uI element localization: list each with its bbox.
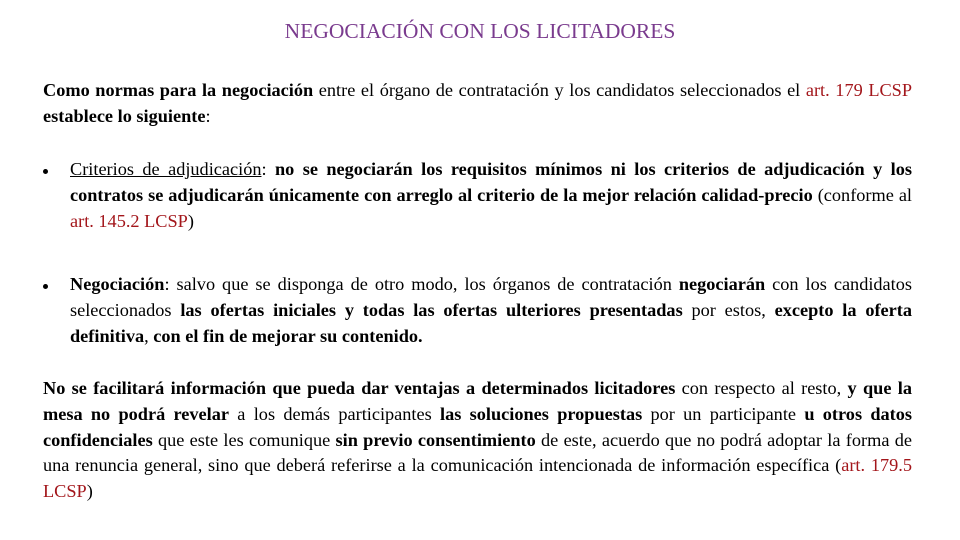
negotiation-bold-3: excepto la oferta definitiva bbox=[70, 299, 912, 346]
closing-text-6: ) bbox=[86, 481, 93, 502]
intro-law-reference: art. 179 LCSP bbox=[805, 80, 913, 100]
closing-law-reference: art. 179.5 LCSP bbox=[43, 455, 912, 502]
list-item-criteria-text bbox=[70, 157, 912, 234]
intro-bold-lead: Como normas para la negociación bbox=[43, 80, 314, 100]
closing-text-2: a los demás participantes bbox=[229, 403, 441, 424]
list-item-criteria bbox=[43, 157, 912, 234]
closing-bold-5: sin previo consentimiento bbox=[335, 429, 536, 450]
criteria-paren-close: ) bbox=[187, 210, 194, 231]
closing-text-5: de este, acuerdo que no podrá adoptar la forma de una renuncia general, sino que deberá referirse a la comunicación intencionada de información específica ( bbox=[43, 429, 912, 476]
intro-text: entre el órgano de contratación y los candidatos seleccionados el bbox=[313, 80, 806, 100]
negotiation-text-4: , bbox=[144, 325, 154, 346]
closing-bold-3: las soluciones propuestas bbox=[440, 403, 643, 424]
intro-bold-tail: establece lo siguiente bbox=[43, 105, 206, 126]
negotiation-text-3: por estos, bbox=[682, 299, 775, 320]
page-title: NEGOCIACIÓN CON LOS LICITADORES bbox=[284, 19, 676, 43]
list-item-negotiation bbox=[43, 272, 912, 349]
closing-bold-2: y que la mesa no podrá revelar bbox=[43, 378, 913, 424]
closing-text-3: por un participante bbox=[642, 403, 805, 424]
criteria-bold-text: no se negociarán los requisitos mínimos ni los criterios de adjudicación y los contratos se adjudicarán únicamente con arreglo al criterio de la mejor relación calidad-precio bbox=[70, 159, 913, 205]
closing-bold-4: u otros datos confidenciales bbox=[43, 403, 913, 450]
bullet-dot-icon bbox=[43, 284, 48, 289]
bullet-dot-icon bbox=[43, 169, 48, 174]
closing-text-4: que este les comunique bbox=[152, 429, 336, 450]
closing-bold-1: No se facilitará información que pueda dar ventajas a determinados licitadores bbox=[43, 378, 676, 398]
criteria-colon: : bbox=[261, 159, 275, 179]
negotiation-bold-2: las ofertas iniciales y todas las ofertas ulteriores presentadas bbox=[180, 299, 683, 320]
criteria-heading: Criterios de adjudicación bbox=[70, 159, 262, 179]
criteria-law-reference: art. 145.2 LCSP bbox=[70, 210, 188, 231]
list-item-negotiation-text bbox=[70, 272, 912, 349]
criteria-paren-open: (conforme al bbox=[812, 184, 913, 205]
intro-colon: : bbox=[205, 105, 211, 126]
negotiation-bold-1: negociarán bbox=[678, 274, 766, 294]
closing-text-1: con respecto al resto, bbox=[675, 378, 848, 398]
intro-paragraph bbox=[43, 78, 912, 130]
closing-paragraph bbox=[43, 376, 912, 505]
negotiation-bold-4: con el fin de mejorar su contenido. bbox=[153, 325, 423, 346]
negotiation-heading: Negociación bbox=[70, 274, 165, 294]
negotiation-text-1: : salvo que se disponga de otro modo, los órganos de contratación bbox=[164, 274, 679, 294]
negotiation-text-2: con los candidatos seleccionados bbox=[70, 274, 913, 320]
